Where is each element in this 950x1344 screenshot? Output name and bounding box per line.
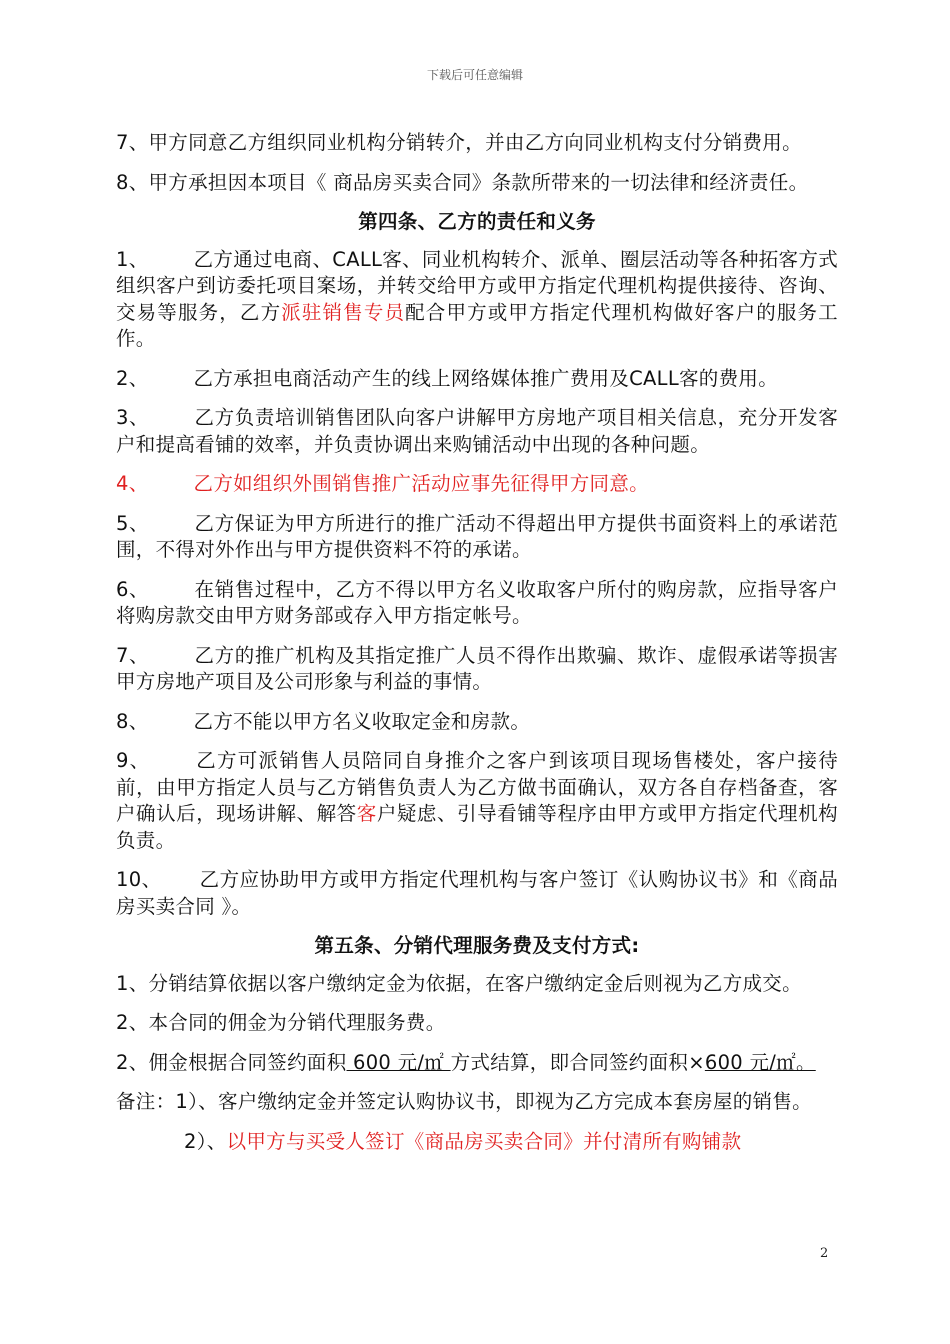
header-note: 下载后可任意编辑 <box>426 68 523 82</box>
article-5-note-1: 备注：1）、客户缴纳定金并签定认购协议书，即视为乙方完成本套房屋的销售。 <box>116 1090 812 1113</box>
item-text-highlight: 派驻销售专员 <box>281 300 406 324</box>
price-underlined: 600 元/㎡ <box>346 1050 451 1074</box>
item-text: 乙方不能以甲方名义收取定金和房款。 <box>193 709 531 733</box>
article-4-item-5 <box>116 511 838 564</box>
note-text-highlight: 以甲方与买受人签订《商品房买卖合同》并付清所有购铺款 <box>226 1129 742 1153</box>
article-4-item-7 <box>116 643 838 696</box>
article-4-item-2 <box>116 366 838 393</box>
article-4-heading: 第四条、乙方的责任和义务 <box>358 210 596 233</box>
article-4-item-10 <box>116 867 838 920</box>
clause-7: 7、甲方同意乙方组织同业机构分销转介，并由乙方向同业机构支付分销费用。 <box>116 131 802 154</box>
item-text: 乙方可派销售人员陪同自身推介之客户到该项目现场售楼处，客户接待前，由甲方指定人员与乙方销售负责人为乙方做书面确认，双方各自存档备查，客户确认后，现场讲解、解答 <box>116 749 838 825</box>
item-text: 方式结算，即合同签约面积× <box>450 1050 705 1074</box>
item-number: 4、 <box>116 472 149 495</box>
item-number: 10、 <box>116 868 162 891</box>
item-text: 配合甲方或甲方指定代理机构做好客户的服务工作。 <box>116 300 838 350</box>
item-text: 户疑虑、引导看铺等程序由甲方或甲方指定代理机构负责。 <box>116 802 838 852</box>
item-text: 乙方承担电商活动产生的线上网络媒体推广费用及CALL客的费用。 <box>193 366 778 390</box>
item-number: 7、 <box>116 643 150 667</box>
article-5-item-2: 2、本合同的佣金为分销代理服务费。 <box>116 1011 446 1034</box>
article-4-item-6 <box>116 577 838 630</box>
article-4-item-3 <box>116 405 838 458</box>
note-prefix: 2）、 <box>184 1129 227 1153</box>
item-number: 3、 <box>116 406 150 429</box>
item-text: 2、佣金根据合同签约面积 <box>116 1050 347 1074</box>
item-number: 2、 <box>116 366 149 390</box>
item-text-highlight: 客 <box>356 802 377 825</box>
item-number: 5、 <box>116 511 150 535</box>
article-5-heading: 第五条、分销代理服务费及支付方式: <box>314 934 640 957</box>
article-4-item-1 <box>116 247 838 353</box>
item-number: 8、 <box>116 709 149 733</box>
item-text: 乙方负责培训销售团队向客户讲解甲方房地产项目相关信息，充分开发客户和提高看铺的效率，并负责协调出来购铺活动中出现的各种问题。 <box>116 406 838 456</box>
item-number: 9、 <box>116 749 151 772</box>
article-4-item-4 <box>116 471 838 498</box>
document-body <box>116 130 838 1168</box>
article-5-item-1: 1、分销结算依据以客户缴纳定金为依据，在客户缴纳定金后则视为乙方成交。 <box>116 971 802 995</box>
item-text: 在销售过程中，乙方不得以甲方名义收取客户所付的购房款，应指导客户将购房款交由甲方财务部或存入甲方指定帐号。 <box>116 577 838 627</box>
item-text: 乙方通过电商、CALL客、同业机构转介、派单、圈层活动等各种拓客方式组织客户到访委托项目案场，并转交给甲方或甲方指定代理机构提供接待、咨询、交易等服务，乙方 <box>116 247 838 324</box>
article-5-note-2 <box>116 1129 838 1156</box>
page-number: 2 <box>820 1246 829 1261</box>
item-text: 乙方如组织外围销售推广活动应事先征得甲方同意。 <box>193 472 649 495</box>
item-number: 1、 <box>116 247 149 271</box>
item-number: 6、 <box>116 577 150 601</box>
article-4-item-8 <box>116 709 838 736</box>
article-4-item-9 <box>116 748 838 854</box>
item-text: 乙方的推广机构及其指定推广人员不得作出欺骗、欺诈、虚假承诺等损害甲方房地产项目及公司形象与利益的事情。 <box>116 643 838 693</box>
price-underlined: 600 元/㎡。 <box>704 1050 816 1074</box>
clause-8: 8、甲方承担因本项目《 商品房买卖合同》条款所带来的一切法律和经济责任。 <box>116 170 809 194</box>
item-text: 乙方应协助甲方或甲方指定代理机构与客户签订《认购协议书》和《商品房买卖合同 》。 <box>116 868 838 918</box>
item-text: 乙方保证为甲方所进行的推广活动不得超出甲方提供书面资料上的承诺范围，不得对外作出与甲方提供资料不符的承诺。 <box>116 511 838 561</box>
article-5-item-3 <box>116 1050 838 1077</box>
